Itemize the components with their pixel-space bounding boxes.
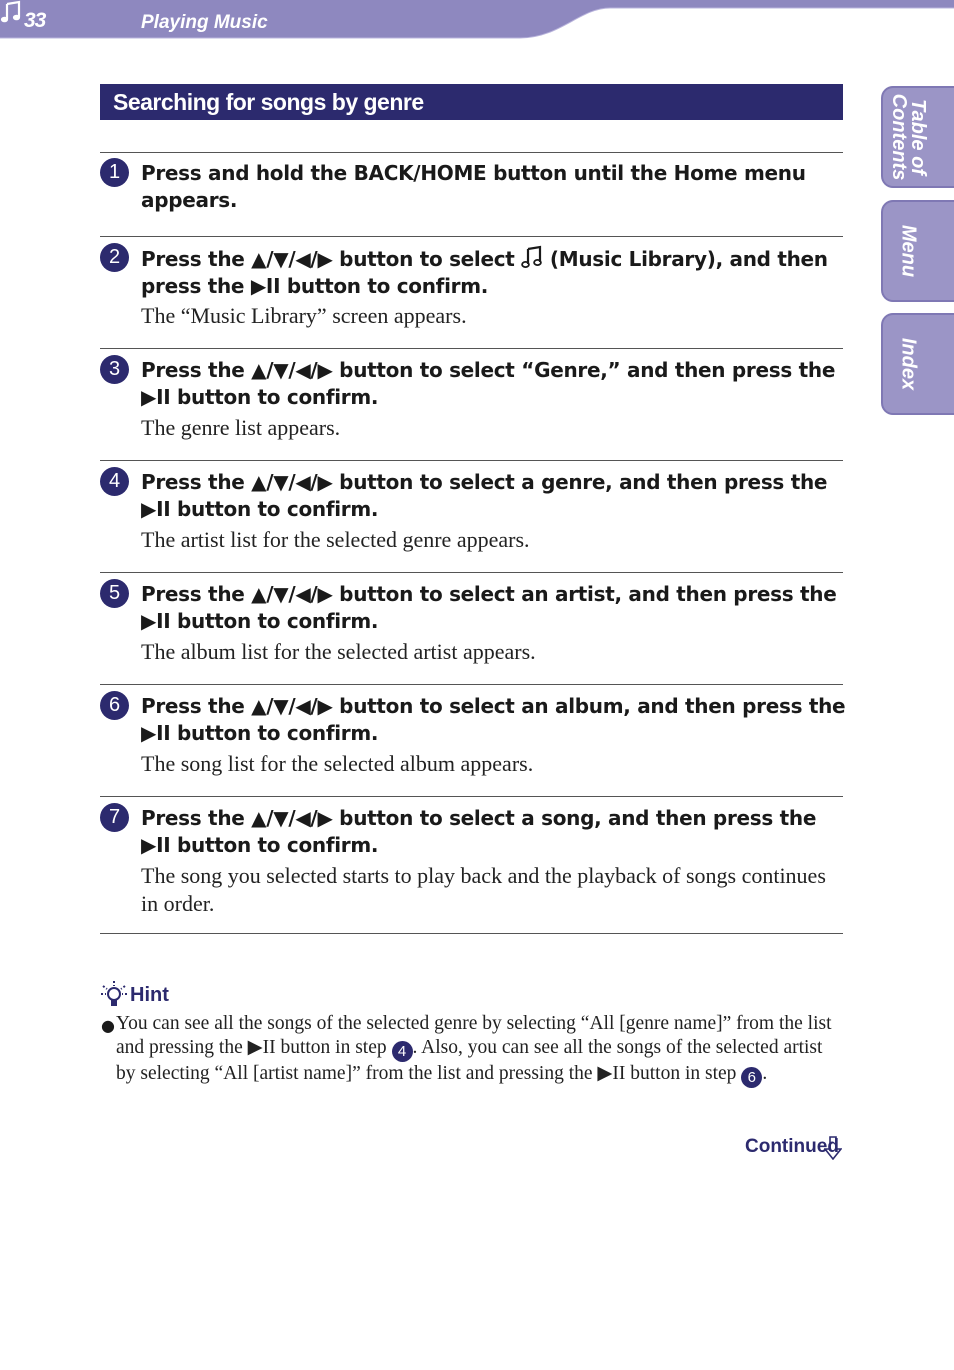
- hint-text-part: .: [762, 1062, 768, 1084]
- step-reference: 6: [741, 1067, 762, 1088]
- step-instruction-part: (Music Library), and then press the ▶II button to confirm.: [141, 247, 828, 298]
- tab-label: Index: [897, 337, 920, 391]
- step-number: 3: [100, 355, 129, 384]
- step-number: 4: [100, 467, 129, 496]
- step-result: The genre list appears.: [141, 415, 341, 440]
- step-instruction: Press the ▲/▼/◀/▶ button to select “Genre,” and then press the ▶II button to confirm.: [141, 358, 836, 409]
- step-result: The artist list for the selected genre appears.: [141, 527, 530, 552]
- hint-label: Hint: [130, 984, 169, 1006]
- hint-text: [116, 1012, 846, 1088]
- divider: [100, 684, 843, 685]
- tab-index[interactable]: [881, 313, 954, 415]
- music-library-icon: [521, 245, 543, 269]
- step-instruction: Press the ▲/▼/◀/▶ button to select an album, and then press the ▶II button to confirm.: [141, 694, 846, 745]
- divider: [100, 152, 843, 153]
- tab-label: Table of Contents: [888, 93, 929, 181]
- step-instruction: [141, 245, 846, 300]
- step-number: 1: [100, 158, 129, 187]
- music-note-icon: [0, 0, 22, 24]
- page-title: Searching for songs by genre: [113, 89, 424, 115]
- hint-text-part: You can see all the songs of the selected genre by selecting “All [genre name]” from the list and pressing the ▶II button in step: [116, 1013, 832, 1058]
- step-instruction: Press the ▲/▼/◀/▶ button to select a song, and then press the ▶II button to confirm.: [141, 806, 817, 857]
- step-number: 6: [100, 691, 129, 720]
- tab-table-of-contents[interactable]: [881, 86, 954, 188]
- tab-menu[interactable]: [881, 200, 954, 302]
- step-result: The song you selected starts to play back and the playback of songs continues in order.: [141, 863, 826, 916]
- section-title: Playing Music: [141, 12, 268, 33]
- lightbulb-icon: [100, 980, 128, 1010]
- bullet-icon: ●: [101, 1016, 115, 1035]
- divider: [100, 236, 843, 237]
- step-instruction: Press the ▲/▼/◀/▶ button to select an artist, and then press the ▶II button to confirm.: [141, 582, 837, 633]
- page-header: [0, 0, 954, 40]
- step-number: 7: [100, 803, 129, 832]
- step-result: The song list for the selected album appears.: [141, 751, 534, 776]
- step-instruction-part: Press the ▲/▼/◀/▶ button to select: [141, 247, 522, 271]
- divider: [100, 348, 843, 349]
- down-arrow-icon[interactable]: [824, 1136, 842, 1160]
- page-title-bar: [100, 84, 843, 120]
- step-number: 5: [100, 579, 129, 608]
- step-result: The “Music Library” screen appears.: [141, 303, 467, 328]
- hint-text-part: . Also, you can see all the songs of the selected artist by selecting “All [artist name]” from the list and pressing the ▶II button in step: [116, 1036, 823, 1084]
- page-number: 33: [24, 9, 46, 32]
- divider: [100, 796, 843, 797]
- step-result: The album list for the selected artist appears.: [141, 639, 536, 664]
- step-number: 2: [100, 243, 129, 272]
- divider: [100, 933, 843, 934]
- divider: [100, 460, 843, 461]
- step-instruction: Press the ▲/▼/◀/▶ button to select a genre, and then press the ▶II button to confirm.: [141, 470, 828, 521]
- tab-label: Menu: [897, 224, 920, 278]
- continued-link[interactable]: Continued: [745, 1136, 839, 1157]
- divider: [100, 572, 843, 573]
- step-reference: 4: [392, 1041, 413, 1062]
- step-instruction: Press and hold the BACK/HOME button until the Home menu appears.: [141, 161, 806, 212]
